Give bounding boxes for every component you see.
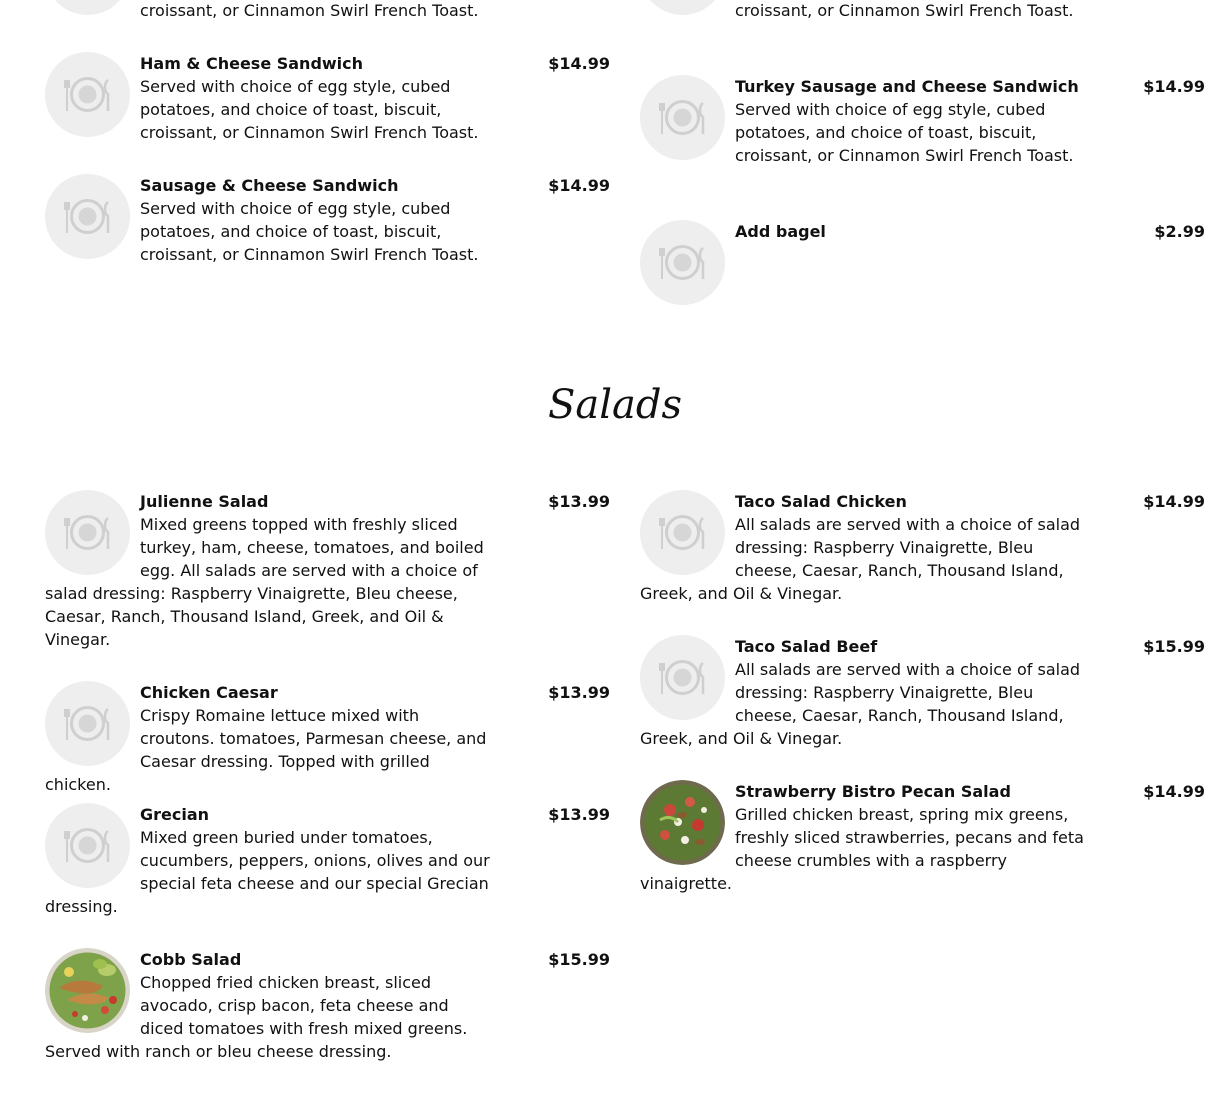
item-description: Grilled chicken breast, spring mix greens, freshly sliced strawberries, pecans and feta cheese crumbles with a raspberry vinaigrette. [640, 805, 1084, 893]
menu-item[interactable] [45, 174, 610, 274]
plate-placeholder-icon [45, 0, 130, 15]
item-price: $14.99 [1143, 782, 1205, 801]
item-description-tail: croissant, or Cinnamon Swirl French Toast. [735, 1, 1074, 20]
item-name: Grecian [140, 805, 210, 824]
item-price: $13.99 [548, 492, 610, 511]
menu-item[interactable] [640, 220, 1205, 310]
item-description: All salads are served with a choice of salad dressing: Raspberry Vinaigrette, Bleu cheese, Caesar, Ranch, Thousand Island, Greek, and Oil & Vinegar. [640, 515, 1081, 603]
item-description: Served with choice of egg style, cubed potatoes, and choice of toast, biscuit, croissant, or Cinnamon Swirl French Toast. [735, 100, 1074, 165]
item-name: Taco Salad Beef [735, 637, 878, 656]
item-price: $14.99 [548, 54, 610, 73]
item-description: Mixed greens topped with freshly sliced turkey, ham, cheese, tomatoes, and boiled egg. All salads are served with a choice of salad dressing: Raspberry Vinaigrette, Bleu cheese, Caesar, Ranch, Thousand Island, Greek, and Oil & Vinegar. [45, 515, 484, 649]
item-price: $14.99 [1143, 492, 1205, 511]
menu-item[interactable] [640, 490, 1205, 610]
item-name: Sausage & Cheese Sandwich [140, 176, 399, 195]
item-description: Mixed green buried under tomatoes, cucumbers, peppers, onions, olives and our special feta cheese and our special Grecian dressing. [45, 828, 490, 916]
item-name: Taco Salad Chicken [735, 492, 907, 511]
item-description: Served with choice of egg style, cubed potatoes, and choice of toast, biscuit, croissant, or Cinnamon Swirl French Toast. [140, 199, 479, 264]
item-price: $14.99 [548, 176, 610, 195]
item-description: Served with choice of egg style, cubed potatoes, and choice of toast, biscuit, croissant, or Cinnamon Swirl French Toast. [140, 77, 479, 142]
item-price: $13.99 [548, 805, 610, 824]
menu-item[interactable] [640, 635, 1205, 755]
item-description-tail: croissant, or Cinnamon Swirl French Toast. [140, 1, 479, 20]
item-name: Turkey Sausage and Cheese Sandwich [735, 77, 1079, 96]
menu-item[interactable] [45, 803, 610, 923]
menu-item[interactable] [45, 490, 610, 655]
item-name: Ham & Cheese Sandwich [140, 54, 364, 73]
menu-item[interactable] [640, 780, 1205, 893]
section-title-salads: Salads [547, 382, 683, 428]
item-price: $15.99 [1143, 637, 1205, 656]
item-description: Chopped fried chicken breast, sliced avocado, crisp bacon, feta cheese and diced tomatoes with fresh mixed greens. Served with ranch or bleu cheese dressing. [45, 973, 468, 1061]
item-price: $13.99 [548, 683, 610, 702]
plate-placeholder-icon [640, 0, 725, 15]
menu-item[interactable] [45, 681, 610, 794]
item-name: Cobb Salad [140, 950, 242, 969]
item-price: $14.99 [1143, 77, 1205, 96]
menu-item[interactable] [45, 948, 610, 1068]
plate-cutlery-icon [640, 220, 725, 305]
item-name: Julienne Salad [140, 492, 269, 511]
menu-item[interactable] [45, 52, 610, 152]
item-description: All salads are served with a choice of salad dressing: Raspberry Vinaigrette, Bleu cheese, Caesar, Ranch, Thousand Island, Greek, and Oil & Vinegar. [640, 660, 1081, 748]
item-name: Chicken Caesar [140, 683, 278, 702]
menu-item[interactable] [640, 75, 1205, 175]
item-name: Strawberry Bistro Pecan Salad [735, 782, 1011, 801]
item-name: Add bagel [735, 222, 826, 241]
item-price: $2.99 [1154, 222, 1205, 241]
item-description: Crispy Romaine lettuce mixed with croutons. tomatoes, Parmesan cheese, and Caesar dressing. Topped with grilled chicken. [45, 706, 487, 794]
item-price: $15.99 [548, 950, 610, 969]
